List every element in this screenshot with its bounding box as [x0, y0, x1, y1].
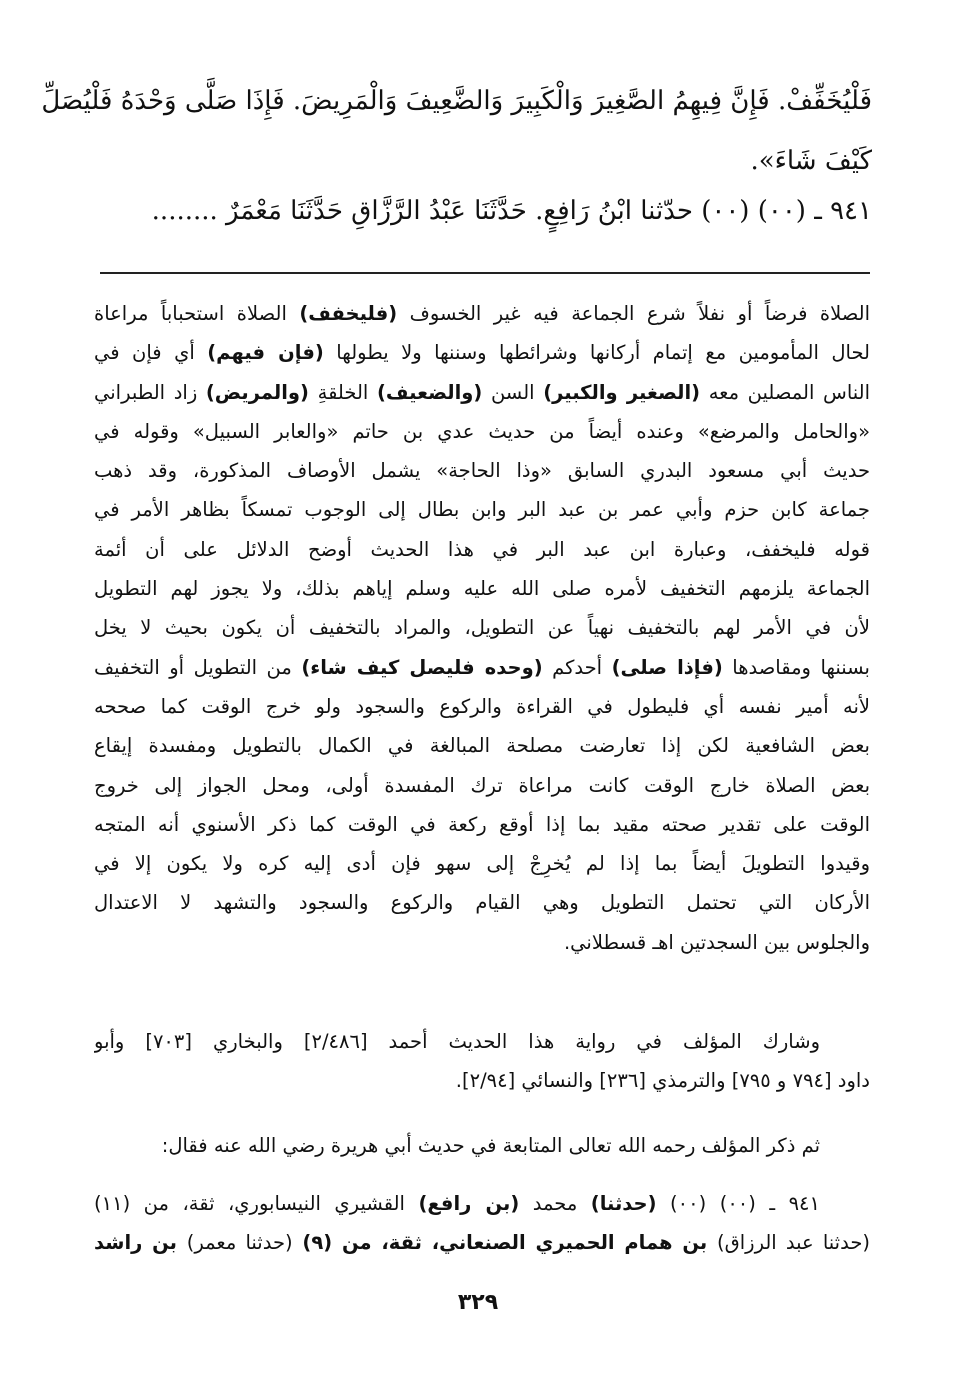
isnad-lemma: بن همام الحميري الصنعاني، ثقة، من (٩)	[292, 1231, 718, 1255]
isnad-text: (حدثنا عبد الرزاق)	[717, 1231, 870, 1255]
commentary-text: الصلاة استحباباً مراعاة	[94, 302, 300, 325]
commentary-line	[94, 294, 870, 333]
commentary-line	[94, 883, 870, 922]
commentary-lemma: (فإذا صلى)	[611, 655, 723, 679]
commentary-text: بسننها ومقاصدها	[722, 655, 870, 679]
commentary-text: حديث أبي مسعود البدري السابق «وذا الحاجة» يشمل الأوصاف المذكورة، وقد ذهب	[94, 459, 870, 483]
isnad-lemma: (حدثنا)	[590, 1192, 657, 1215]
commentary-text: الناس المصلين معه	[700, 380, 870, 404]
commentary-text: بعض الصلاة خارج الوقت كانت مراعاة ترك المفسدة أولى، ومحل الجواز إلى خروج	[94, 773, 870, 797]
commentary-line	[94, 451, 870, 490]
commentary-text: لأنه أمير نفسه أي فليطول في القراءة والركوع والسجود ولو خرج الوقت كما صححه	[94, 694, 870, 718]
commentary-text: أي فإن في	[94, 341, 208, 365]
commentary-lemma: (فليخفف)	[299, 302, 398, 325]
hadith-line-3: ٩٤١ ـ (٠٠) (٠٠) حدّثنا ابْنُ رَافِعٍ. حَدَّثَنَا عَبْدُ الرَّزَّاقِ حَدَّثَنَا مَعْمَرٌ ........	[151, 196, 872, 226]
commentary-text: السن	[482, 380, 544, 404]
commentary-line	[94, 490, 870, 529]
commentary-lemma: (والضعيف)	[376, 380, 483, 404]
commentary-line	[94, 373, 870, 412]
commentary-line	[94, 766, 870, 805]
commentary-text: والجلوس بين السجدتين اهـ قسطلاني.	[563, 930, 870, 954]
references-paragraph	[94, 1022, 870, 1101]
commentary-line	[94, 569, 870, 608]
isnad-text: القشيري النيسابوري، ثقة، من (١١)	[94, 1192, 419, 1215]
commentary-line	[94, 805, 870, 844]
isnad-line-1	[94, 1184, 870, 1223]
commentary-text: قوله فليخفف، وعبارة ابن عبد البر في هذا الحديث أوضح الدلائل على أن أئمة	[94, 537, 870, 561]
commentary-line	[94, 687, 870, 726]
commentary-text: الجماعة يلزمهم التخفيف لأمره صلى الله عليه وسلم إياهم بذلك، ولا يجوز لهم التطويل	[94, 577, 870, 601]
isnad-text: ٩٤١ ـ (٠٠) (٠٠)	[656, 1192, 820, 1215]
isnad-line-2	[94, 1223, 870, 1262]
commentary-line	[94, 648, 870, 687]
commentary-lemma: (وحده فليصل كيف شاء)	[301, 655, 543, 679]
commentary-line	[94, 726, 870, 765]
references-line-2: داود [٧٩٤ و ٧٩٥] والترمذي [٢٣٦] والنسائي [٢/٩٤].	[455, 1069, 870, 1093]
hadith-line-1: فَلْيُخَفِّفْ. فَإِنَّ فِيهِمُ الصَّغِيرَ وَالْكَبِيرَ وَالضَّعِيفَ وَالْمَرِيضَ. فَإِذَا صَلَّى وَحْدَهُ فَلْيُصَلِّ	[41, 86, 872, 116]
commentary-text: زاد الطبراني	[94, 380, 206, 404]
commentary-text: بعض الشافعية لكن إذا تعارضت مصلحة المبالغة في الكمال بالتطويل ومفسدة إيقاع	[94, 734, 870, 758]
commentary-line	[94, 844, 870, 883]
commentary-line	[94, 530, 870, 569]
references-line-1: وشارك المؤلف في رواية هذا الحديث أحمد [٢/٤٨٦] والبخاري [٧٠٣] وأبو	[94, 1030, 820, 1053]
isnad-text: (حدثنا معمر)	[186, 1231, 293, 1255]
mutabaa-intro-paragraph	[94, 1126, 870, 1165]
commentary-block	[94, 294, 870, 962]
commentary-text: الصلاة فرضاً أو نفلاً شرع الجماعة فيه غير الخسوف	[397, 302, 870, 325]
commentary-lemma: (الصغير والكبير)	[543, 380, 701, 404]
commentary-text: الخلقةِ	[308, 380, 377, 404]
commentary-text: وقيدوا التطويلَ أيضاً بما إذا لم يُخرِجْ إلى سهو فإن أدى إليه كره ولا يكون إلا في	[94, 852, 870, 876]
mutabaa-intro-line: ثم ذكر المؤلف رحمه الله تعالى المتابعة في حديث أبي هريرة رضي الله عنه فقال:	[161, 1134, 820, 1157]
commentary-line	[94, 923, 870, 962]
commentary-line	[94, 608, 870, 647]
commentary-text: الأركان التي تحتمل التطويل وهي القيام والركوع والسجود والتشهد لا الاعتدال	[94, 891, 870, 915]
commentary-text: من التطويل أو التخفيف	[94, 655, 302, 679]
commentary-line	[94, 333, 870, 372]
commentary-text: لحال المأمومين مع إتمام أركانها وشرائطها وسننها ولا يطولها	[323, 341, 870, 365]
isnad-lemma: (بن رافع)	[418, 1192, 520, 1215]
footnote-divider	[100, 272, 870, 274]
hadith-line-2: كَيْفَ شَاءَ».	[750, 146, 872, 176]
commentary-line	[94, 412, 870, 451]
isnad-lemma: بن راشد	[94, 1231, 187, 1255]
commentary-lemma: (والمريض)	[205, 380, 309, 404]
isnad-text: محمد	[519, 1192, 591, 1215]
commentary-lemma: (فإن فيهم)	[207, 341, 324, 365]
commentary-text: أحدكم	[542, 655, 612, 679]
isnad-paragraph	[94, 1184, 870, 1263]
commentary-text: «والحامل والمرضع» وعنده أيضاً من حديث عدي بن حاتم «والعابر السبيل» وقوله في	[94, 419, 870, 443]
commentary-text: الوقت على تقدير صحته مقيد بما إذا أوقع ركعة في الوقت كما ذكر الأسنوي أنه المتجه	[94, 812, 870, 836]
commentary-text: لأن في الأمر لهم بالتخفيف نهياً عن التطويل، والمراد بالتخفيف أن يكون بحيث لا يخل	[94, 616, 870, 640]
page-number: ٣٢٩	[457, 1290, 499, 1315]
commentary-text: جماعة كابن حزم وأبي عمر بن عبد البر وابن بطال إلى الوجوب تمسكاً بظاهر الأمر في	[94, 498, 870, 522]
